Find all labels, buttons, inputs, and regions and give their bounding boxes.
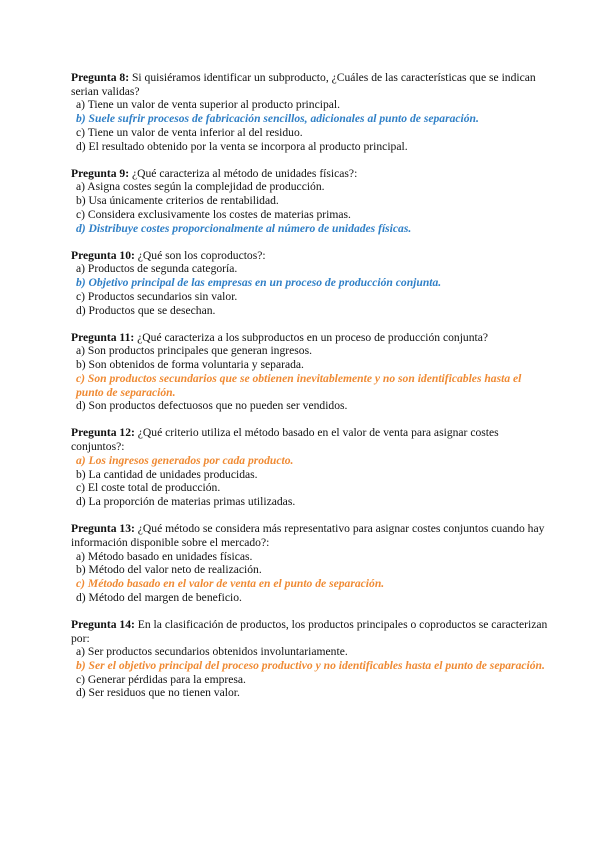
option-b: b) Son obtenidos de forma voluntaria y separada.: [76, 358, 304, 372]
question-text: Si quisiéramos identificar un subproducto, ¿Cuáles de las características que se indican serian validas?: [71, 71, 536, 98]
option-c: c) Tiene un valor de venta inferior al del residuo.: [76, 125, 303, 139]
option-list: [71, 645, 549, 700]
option-d: d) Método del margen de beneficio.: [76, 590, 242, 604]
option-list: [71, 98, 549, 153]
option-b-correct-answer: b) Objetivo principal de las empresas en un proceso de producción conjunta.: [76, 276, 442, 290]
option-b: b) La cantidad de unidades producidas.: [76, 467, 258, 481]
question-text: ¿Qué caracteriza a los subproductos en un proceso de producción conjunta?: [137, 330, 489, 344]
document-page: [71, 71, 549, 714]
option-a: a) Asigna costes según la complejidad de producción.: [76, 180, 325, 194]
question-14: [71, 618, 549, 700]
question-stem: [71, 618, 549, 645]
question-text: ¿Qué método se considera más representativo para asignar costes conjuntos cuando hay información disponible sobre el mercado?:: [71, 522, 545, 549]
question-stem: [71, 522, 549, 549]
option-b: b) Usa únicamente criterios de rentabilidad.: [76, 194, 279, 208]
option-c-correct-answer: c) Son productos secundarios que se obtienen inevitablemente y no son identificables hasta el punto de separación.: [76, 371, 522, 399]
question-text: ¿Qué son los coproductos?:: [137, 248, 266, 262]
question-label: Pregunta 10:: [71, 248, 135, 262]
question-text: En la clasificación de productos, los productos principales o coproductos se caracterizan por:: [71, 617, 548, 645]
option-b-correct-answer: b) Ser el objetivo principal del proceso productivo y no identificables hasta el punto de separación.: [76, 659, 545, 673]
question-text: ¿Qué caracteriza al método de unidades físicas?:: [131, 166, 358, 180]
option-d: d) Productos que se desechan.: [76, 303, 216, 317]
question-label: Pregunta 9:: [71, 166, 130, 180]
question-stem: [71, 167, 549, 181]
option-c: c) Generar pérdidas para la empresa.: [76, 672, 246, 686]
option-b-correct-answer: b) Suele sufrir procesos de fabricación sencillos, adicionales al punto de separación.: [76, 112, 479, 126]
option-list: [71, 344, 549, 413]
question-text: ¿Qué criterio utiliza el método basado en el valor de venta para asignar costes conjuntos?:: [71, 426, 499, 454]
option-d: d) El resultado obtenido por la venta se incorpora al producto principal.: [76, 139, 408, 153]
option-list: [71, 454, 549, 509]
option-c: c) Considera exclusivamente los costes de materias primas.: [76, 207, 351, 221]
option-c: c) El coste total de producción.: [76, 481, 221, 495]
option-c-correct-answer: c) Método basado en el valor de venta en el punto de separación.: [76, 577, 385, 590]
question-13: [71, 522, 549, 604]
option-a-correct-answer: a) Los ingresos generados por cada producto.: [76, 453, 294, 467]
question-12: [71, 426, 549, 508]
option-a: a) Son productos principales que generan ingresos.: [76, 344, 312, 358]
question-10: [71, 249, 549, 318]
option-b: b) Método del valor neto de realización.: [76, 563, 262, 577]
question-label: Pregunta 11:: [71, 330, 135, 344]
question-11: [71, 331, 549, 413]
option-list: [71, 262, 549, 317]
option-a: a) Método basado en unidades físicas.: [76, 549, 253, 563]
option-d-correct-answer: d) Distribuye costes proporcionalmente al número de unidades físicas.: [76, 221, 412, 235]
question-label: Pregunta 12:: [71, 426, 135, 440]
option-a: a) Ser productos secundarios obtenidos involuntariamente.: [76, 645, 348, 659]
option-d: d) La proporción de materias primas utilizadas.: [76, 494, 296, 508]
option-a: a) Productos de segunda categoría.: [76, 262, 238, 276]
question-label: Pregunta 8:: [71, 71, 130, 84]
option-d: d) Son productos defectuosos que no pueden ser vendidos.: [76, 399, 348, 413]
option-c: c) Productos secundarios sin valor.: [76, 289, 238, 303]
question-stem: [71, 426, 549, 453]
option-list: [71, 550, 549, 605]
question-9: [71, 167, 549, 236]
option-d: d) Ser residuos que no tienen valor.: [76, 686, 240, 700]
question-stem: [71, 331, 549, 345]
question-stem: [71, 249, 549, 263]
question-8: [71, 71, 549, 153]
option-list: [71, 180, 549, 235]
option-a: a) Tiene un valor de venta superior al producto principal.: [76, 98, 341, 112]
question-label: Pregunta 13:: [71, 522, 135, 536]
question-stem: [71, 71, 549, 98]
question-label: Pregunta 14:: [71, 617, 135, 631]
